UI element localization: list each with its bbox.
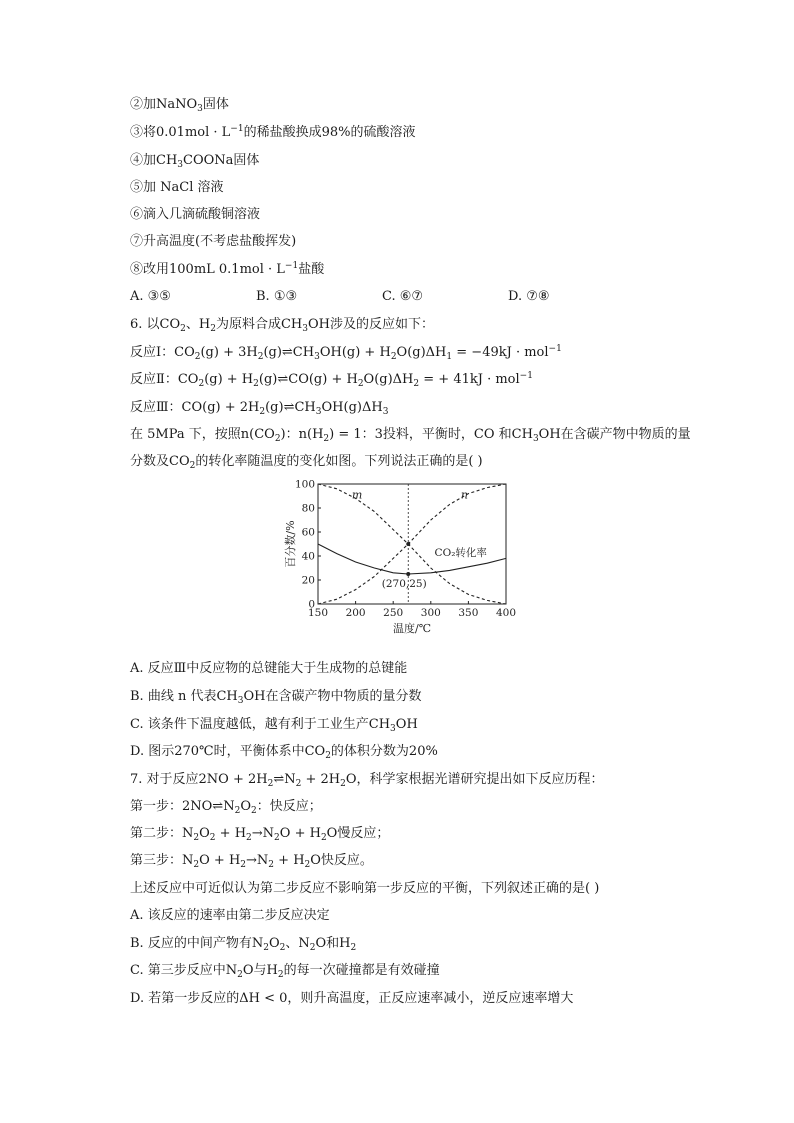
point-annotation: (270,25) xyxy=(381,578,427,590)
q6-option-b[interactable]: B. 曲线 n 代表$CH_3OH$在含碳产物中物质的量分数 xyxy=(130,689,422,706)
q6-reaction-3: 反应Ⅲ：$CO(g) + 2H_2(g)\rightleftharpoons CH_3OH(g)\Delta H_3$ xyxy=(130,400,389,417)
q6-stem: 6. 以$CO_2$、$H_2$为原料合成$CH_3OH$涉及的反应如下： xyxy=(130,317,434,334)
q5-option-8: ⑧改用100mL $0.1mol \cdot L^{-1}$盐酸 xyxy=(130,261,325,277)
x-tick-label: 250 xyxy=(383,607,404,619)
q5-choice-d[interactable]: D. ⑦⑧ xyxy=(508,289,550,304)
series-label-n: n xyxy=(460,488,468,502)
q5-option-4: ④加$CH_3COONa$固体 xyxy=(130,153,260,170)
q7-option-d[interactable]: D. 若第一步反应的ΔH < 0，则升高温度，正反应速率减小，逆反应速率增大 xyxy=(130,991,574,1006)
q6-option-a[interactable]: A. 反应Ⅲ中反应物的总键能大于生成物的总键能 xyxy=(130,661,408,676)
q5-choice-c[interactable]: C. ⑥⑦ xyxy=(382,289,424,304)
q7-stem: 7. 对于反应$2NO + 2H_2\rightleftharpoons N_2 + 2H_2O$，科学家根据光谱研究提出如下反应历程： xyxy=(130,772,604,789)
y-tick-label: 20 xyxy=(301,574,315,587)
x-axis-label: 温度/℃ xyxy=(392,622,432,635)
q7-step-3: 第三步：$N_2O + H_2\to N_2 + H_2O$快反应。 xyxy=(130,853,373,870)
q7-question: 上述反应中可近似认为第二步反应不影响第一步反应的平衡，下列叙述正确的是( ) xyxy=(130,881,600,896)
y-tick-label: 60 xyxy=(301,526,315,539)
q5-option-5: ⑤加 NaCl 溶液 xyxy=(130,180,224,195)
x-tick-label: 400 xyxy=(495,607,517,619)
y-tick-label: 40 xyxy=(301,550,315,563)
q6-question: 分数及$CO_2$的转化率随温度的变化如图。下列说法正确的是( ) xyxy=(130,454,483,471)
q6-reaction-2: 反应Ⅱ：$CO_2(g)$ + $H_2(g)\rightleftharpoons CO(g) + H_2O(g)\Delta H_2$ = + 41kJ · mol$^{-1}$ xyxy=(130,371,533,389)
x-tick-label: 300 xyxy=(420,607,441,619)
q6-chart xyxy=(280,474,520,644)
x-tick-label: 200 xyxy=(345,607,366,619)
y-axis-label: 百分数/% xyxy=(284,520,297,568)
q7-step-1: 第一步：$2NO\rightleftharpoons N_2O_2$：快反应； xyxy=(130,799,322,816)
y-tick-label: 80 xyxy=(301,502,315,515)
q7-option-b[interactable]: B. 反应的中间产物有$N_2O_2$、$N_2O$和$H_2$ xyxy=(130,936,357,953)
y-tick-label: 100 xyxy=(294,478,315,491)
q5-option-7: ⑦升高温度(不考虑盐酸挥发) xyxy=(130,234,297,249)
intersection-point xyxy=(406,542,410,546)
q5-option-3: ③将$0.01mol \cdot L^{-1}$的稀盐酸换成98%的硫酸溶液 xyxy=(130,124,416,140)
series-label-m: m xyxy=(351,488,363,502)
q6-reaction-1: 反应Ⅰ：$CO_2(g)$ + $3H_2(g)\rightleftharpoons CH_3OH(g) + H_2O(g)\Delta H_1 = -49kJ \cdot mol^{-1}$ xyxy=(130,344,562,362)
q6-option-d[interactable]: D. 图示270℃时，平衡体系中$CO_2$的体积分数为20% xyxy=(130,744,438,761)
x-tick-label: 350 xyxy=(458,607,479,619)
q6-option-c[interactable]: C. 该条件下温度越低，越有利于工业生产$CH_3OH$ xyxy=(130,717,418,734)
annotated-point xyxy=(406,572,410,576)
q5-choice-a[interactable]: A. ③⑤ xyxy=(130,289,171,304)
q7-option-c[interactable]: C. 第三步反应中$N_2O$与$H_2$的每一次碰撞都是有效碰撞 xyxy=(130,963,440,980)
y-tick-label: 0 xyxy=(308,598,315,611)
q7-option-a[interactable]: A. 该反应的速率由第二步反应决定 xyxy=(130,908,330,923)
q7-step-2: 第二步：$N_2O_2 + H_2\to N_2O + H_2O$慢反应； xyxy=(130,826,390,843)
q6-condition: 在 5MPa 下，按照$n(CO_2)$：$n(H_2) = 1$：3投料，平衡时，CO 和$CH_3OH$在含碳产物中物质的量 xyxy=(130,427,691,444)
q5-option-2: ②加NaNO$_3$固体 xyxy=(130,97,229,114)
q5-choice-b[interactable]: B. ①③ xyxy=(256,289,298,304)
x-tick-label: 150 xyxy=(307,607,329,619)
q5-option-6: ⑥滴入几滴硫酸铜溶液 xyxy=(130,207,261,222)
series-label-co2: CO₂转化率 xyxy=(434,547,487,559)
